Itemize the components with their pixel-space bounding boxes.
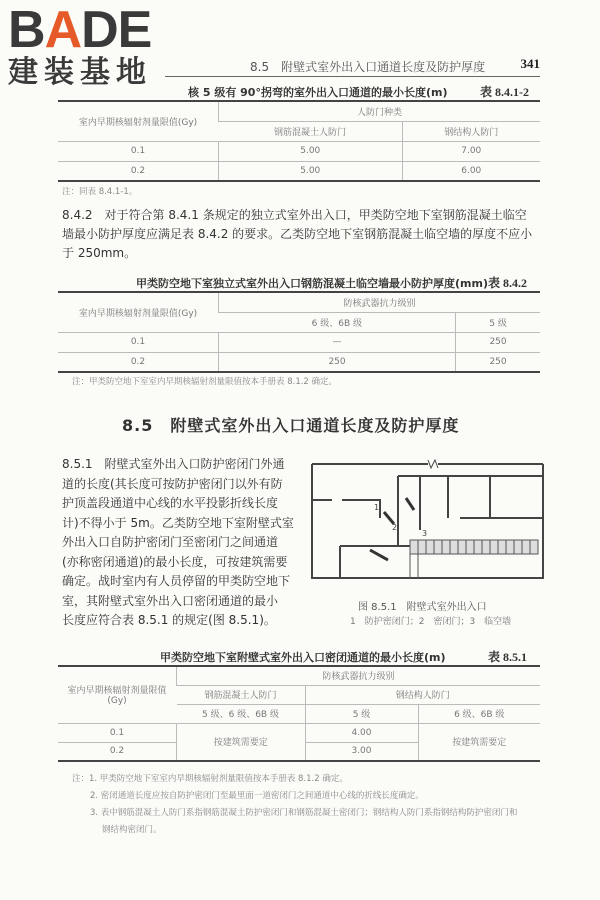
- figure-label: 2: [392, 523, 398, 532]
- figure-title: 图 8.5.1 附壁式室外出入口: [358, 602, 487, 613]
- table3-subheader: 钢结构人防门: [305, 685, 540, 704]
- text-line: 室，其附壁式室外出入口密闭通道的最小: [62, 593, 279, 608]
- note-line: 3. 表中钢筋混凝土人防门系指钢筋混凝土防护密闭门和钢筋混凝土密闭门；钢结构人防门系指钢结构防护密闭门和: [90, 808, 518, 818]
- table-cell: 0.1: [58, 723, 177, 742]
- table1-col0-header: 室内早期核辐射剂量限值(Gy): [58, 101, 219, 141]
- section-title: 8.5 附壁式室外出入口通道长度及防护厚度: [122, 416, 460, 435]
- table3-subheader: 钢筋混凝土人防门: [177, 685, 306, 704]
- header-rule: [165, 76, 540, 77]
- table3-col0-header: 室内早期核辐射剂量限值(Gy): [58, 666, 177, 723]
- table-row: [58, 161, 540, 181]
- text-line: 外出入口自防护密闭门至密闭门之间通道: [62, 535, 279, 549]
- table-row: [58, 352, 540, 372]
- brand-logo: BADE: [8, 1, 152, 59]
- table1-subheader: 钢筋混凝土人防门: [219, 121, 403, 141]
- table3: [58, 665, 540, 762]
- header-section-title: 8.5 附壁式室外出入口通道长度及防护厚度: [250, 60, 486, 74]
- table-cell: 按建筑需要定: [418, 723, 540, 761]
- running-header: [250, 58, 540, 75]
- text-line: (亦称密闭通道)的最小长度，可按建筑需要: [62, 554, 288, 569]
- text-line: 于 250mm。: [62, 246, 137, 260]
- table2-subheader: 6 级、6B 级: [219, 312, 456, 332]
- table-cell: 5.00: [219, 161, 403, 181]
- table2-group-header: 防核武器抗力级别: [219, 292, 541, 312]
- table3-subheader: 5 级、6 级、6B 级: [177, 704, 306, 723]
- table3-notes: [72, 771, 542, 839]
- table3-subheader: 6 级、6B 级: [418, 704, 540, 723]
- table-cell: 0.2: [58, 161, 219, 181]
- table-cell: 0.2: [58, 352, 219, 372]
- table1-caption: 核 5 级有 90°拐弯的室外出入口通道的最小长度(m): [188, 86, 448, 99]
- table2-note: 注：甲类防空地下室室内早期核辐射剂量限值按本手册表 8.1.2 确定。: [72, 377, 338, 387]
- table-cell: 7.00: [402, 141, 540, 161]
- page-number: 341: [520, 56, 540, 71]
- brand-subtitle: 建装基地: [8, 55, 152, 90]
- table-row: [58, 723, 540, 742]
- text-line: 8.5.1 附壁式室外出入口防护密闭门外通: [62, 457, 285, 471]
- table3-number: 表 8.5.1: [488, 650, 528, 664]
- figure-label: 1: [374, 503, 380, 512]
- table-cell: 按建筑需要定: [177, 723, 306, 761]
- table-cell: 250: [456, 332, 540, 352]
- table-cell: 0.1: [58, 141, 219, 161]
- paragraph-8-5-1: [62, 455, 307, 631]
- table1-group-header: 人防门种类: [219, 101, 541, 121]
- table3-caption: 甲类防空地下室附壁式室外出入口密闭通道的最小长度(m): [160, 651, 446, 664]
- figure-8-5-1-drawing: [310, 458, 545, 583]
- text-line: 墙最小防护厚度应满足表 8.4.2 的要求。乙类防空地下室钢筋混凝土临空墙的厚度不应小: [62, 227, 533, 241]
- text-line: 计)不得小于 5m。乙类防空地下室附壁式室: [62, 515, 294, 530]
- text-line: 长度应符合表 8.5.1 的规定(图 8.5.1)。: [62, 613, 276, 627]
- text-line: 道的长度(其长度可按防护密闭门以外有防: [62, 476, 283, 491]
- table1-subheader: 钢结构人防门: [402, 121, 540, 141]
- text-line: 8.4.2 对于符合第 8.4.1 条规定的独立式室外出入口，甲类防空地下室钢筋混凝土临空: [62, 208, 527, 222]
- table2-subheader: 5 级: [456, 312, 540, 332]
- table-cell: 4.00: [305, 723, 418, 742]
- paragraph-8-4-2: [62, 206, 542, 263]
- table-cell: —: [219, 332, 456, 352]
- text-line: 确定。战时室内有人员停留的甲类防空地下: [62, 574, 291, 588]
- figure-label: 3: [422, 529, 428, 538]
- table-cell: 250: [219, 352, 456, 372]
- figure-legend: 1 防护密闭门；2 密闭门；3 临空墙: [350, 617, 512, 627]
- note-line: 2. 密闭通道长度应按自防护密闭门至最里面一道密闭门之间通道中心线的折线长度确定。: [90, 791, 424, 801]
- table-row: [58, 332, 540, 352]
- table-cell: 0.1: [58, 332, 219, 352]
- table3-group-header: 防核武器抗力级别: [177, 666, 541, 685]
- table-cell: 6.00: [402, 161, 540, 181]
- table2: [58, 291, 540, 373]
- table-cell: 3.00: [305, 742, 418, 761]
- table3-subheader: 5 级: [305, 704, 418, 723]
- text-line: 护顶盖段通道中心线的水平投影折线长度: [62, 496, 279, 510]
- table-row: [58, 141, 540, 161]
- table1-note: 注：同表 8.4.1-1。: [62, 187, 138, 197]
- table1-number: 表 8.4.1-2: [480, 85, 529, 99]
- table-cell: 5.00: [219, 141, 403, 161]
- table-cell: 250: [456, 352, 540, 372]
- note-line: 钢结构密闭门。: [102, 825, 162, 835]
- table-cell: 0.2: [58, 742, 177, 761]
- table2-col0-header: 室内早期核辐射剂量限值(Gy): [58, 292, 219, 332]
- table2-number: 表 8.4.2: [488, 276, 528, 290]
- table1: [58, 100, 540, 182]
- table2-caption: 甲类防空地下室独立式室外出入口钢筋混凝土临空墙最小防护厚度(mm): [136, 277, 488, 290]
- note-line: 注：1. 甲类防空地下室室内早期核辐射剂量限值按本手册表 8.1.2 确定。: [72, 774, 348, 784]
